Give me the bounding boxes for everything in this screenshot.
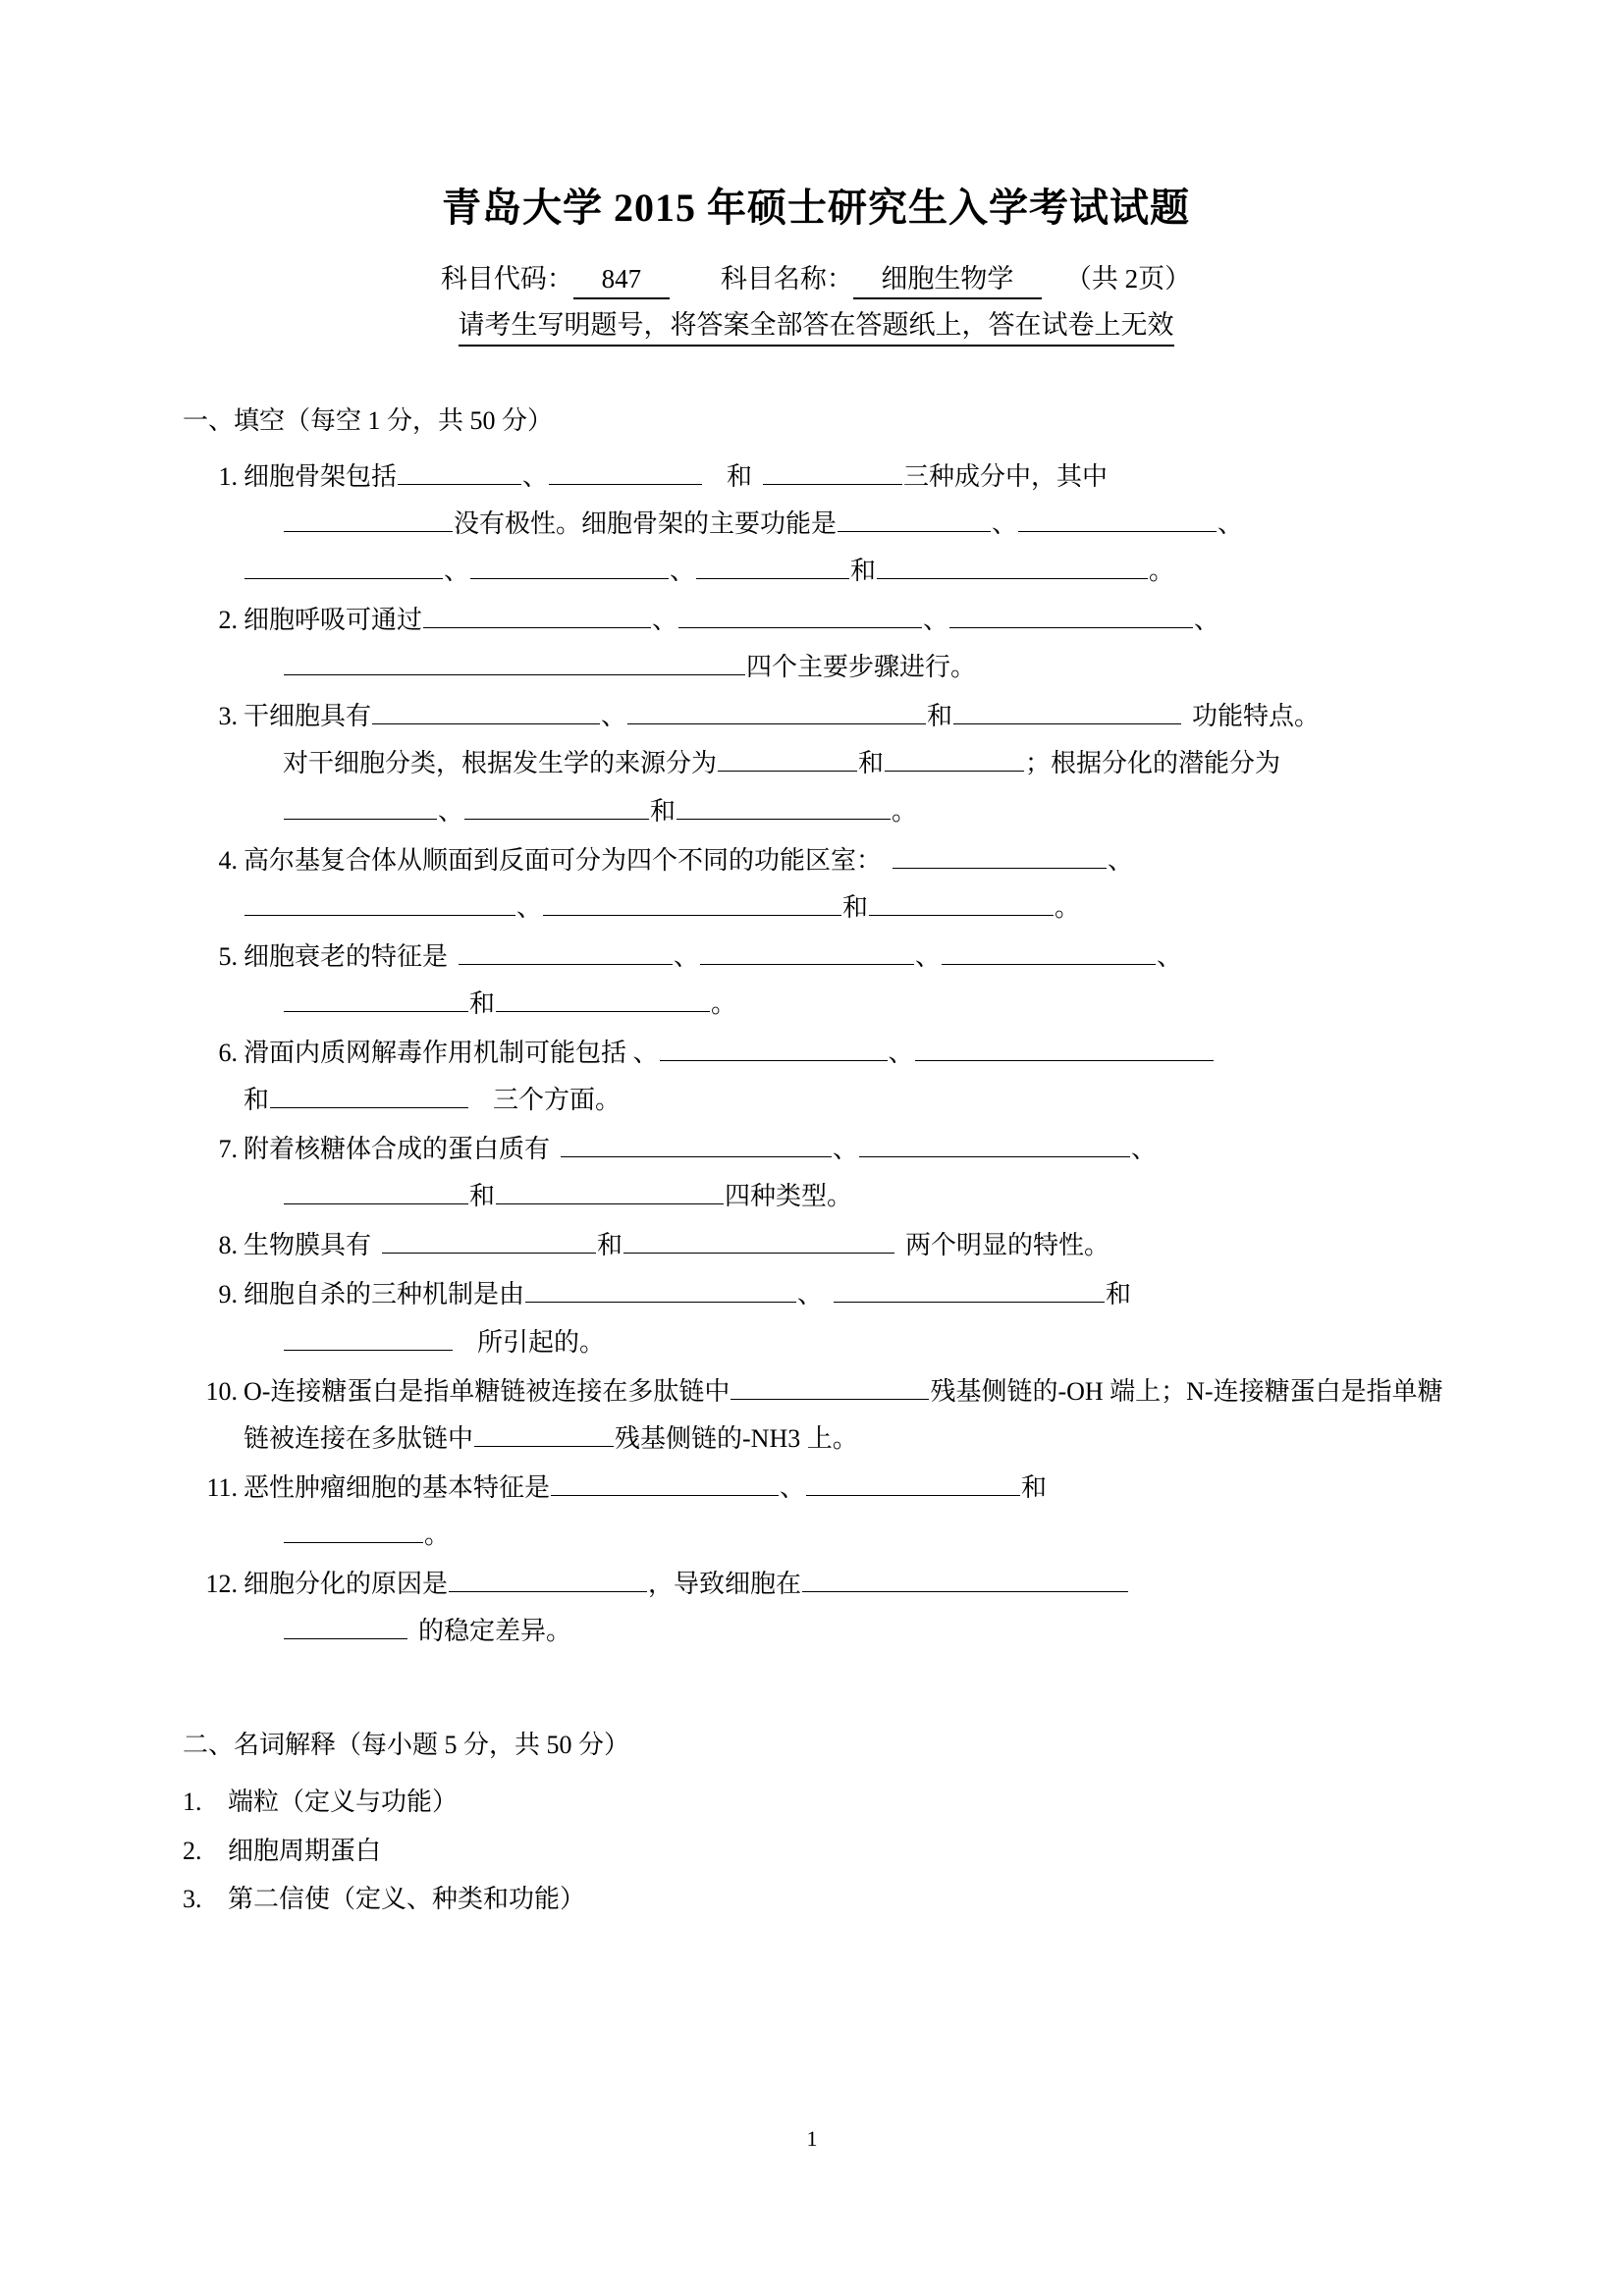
answer-blank[interactable]: [915, 1034, 1214, 1061]
answer-blank[interactable]: [543, 887, 841, 915]
question-text: 细胞自杀的三种机制是由: [244, 1280, 525, 1309]
section-2-question-list: [183, 1778, 1449, 1923]
answer-blank[interactable]: [949, 601, 1193, 628]
question-text: 两个明显的特性。: [905, 1231, 1110, 1260]
question-text: 和: [842, 892, 869, 922]
subject-code-value: 847: [573, 261, 670, 299]
answer-blank[interactable]: [284, 648, 745, 675]
question-text: 和: [650, 796, 677, 826]
answer-blank[interactable]: [953, 697, 1181, 724]
question-body: [244, 693, 1449, 834]
answer-blank[interactable]: [464, 791, 649, 819]
answer-blank[interactable]: [549, 457, 702, 485]
question-item: [183, 1368, 1449, 1463]
question-body: [244, 1271, 1449, 1365]
question-item: [183, 693, 1449, 834]
question-text: ，导致细胞在: [648, 1570, 802, 1599]
question-number: 2.: [218, 606, 238, 635]
question-body: [244, 1465, 1449, 1559]
question-text: 对干细胞分类，根据发生学的来源分为: [283, 749, 718, 778]
question-text: 生物膜具有: [244, 1231, 372, 1260]
question-body: [244, 1222, 1449, 1269]
question-body: [244, 1126, 1449, 1220]
question-body: [244, 454, 1449, 595]
answer-blank[interactable]: [459, 937, 673, 965]
question-item: [183, 1126, 1449, 1220]
question-body: [244, 1030, 1449, 1124]
question-text: 、: [674, 941, 700, 971]
question-text: 细胞骨架包括: [244, 461, 398, 491]
question-number: 1.: [218, 461, 238, 491]
notice-line: [183, 307, 1449, 346]
question-item: [183, 1222, 1449, 1269]
question-text: 、: [992, 508, 1018, 538]
question-text: 三种成分中，其中: [903, 461, 1109, 491]
question-number: 12.: [205, 1570, 238, 1599]
term-text: 细胞周期蛋白: [228, 1836, 382, 1865]
question-text: 和: [727, 461, 753, 491]
question-text: 、: [1108, 845, 1134, 875]
question-text: 残基侧链的-NH3 上。: [615, 1423, 858, 1453]
answer-blank[interactable]: [678, 601, 922, 628]
question-text: 所引起的。: [477, 1327, 606, 1357]
question-text: 、: [652, 606, 678, 635]
question-item: [183, 1465, 1449, 1559]
question-text: 。: [892, 796, 918, 826]
answer-blank[interactable]: [942, 937, 1156, 965]
question-text: 、: [780, 1472, 806, 1502]
question-text: 、: [522, 461, 549, 491]
question-text: 滑面内质网解毒作用机制可能包括 、: [244, 1039, 659, 1067]
notice-text: 请考生写明题号，将答案全部答在答题纸上，答在试卷上无效: [459, 307, 1174, 346]
question-text: 。: [424, 1520, 451, 1549]
question-text: 。: [711, 988, 737, 1018]
question-text: 、: [438, 796, 464, 826]
answer-blank[interactable]: [551, 1468, 779, 1496]
question-item: [183, 837, 1449, 932]
question-text: ；根据分化的潜能分为: [1025, 749, 1281, 778]
question-number: 11.: [206, 1472, 238, 1502]
answer-blank[interactable]: [806, 1468, 1020, 1496]
question-text: 。: [1149, 557, 1175, 586]
answer-blank[interactable]: [284, 791, 437, 819]
question-text: 和: [597, 1231, 623, 1260]
question-item: [183, 934, 1449, 1028]
term-item: [183, 1875, 1449, 1923]
page-number: 1: [806, 2126, 818, 2151]
answer-blank[interactable]: [1018, 505, 1217, 532]
question-text: 恶性肿瘤细胞的基本特征是: [244, 1472, 551, 1502]
page-content: [183, 0, 1449, 1923]
question-text: 、: [1218, 508, 1244, 538]
answer-blank[interactable]: [731, 1371, 929, 1399]
question-text: 、: [797, 1280, 824, 1309]
question-text: 三个方面。: [493, 1086, 622, 1115]
answer-blank[interactable]: [877, 552, 1148, 579]
question-text: 、: [833, 1135, 859, 1164]
question-text: 干细胞具有: [244, 702, 372, 731]
answer-blank[interactable]: [284, 1612, 407, 1639]
question-text: 、: [601, 702, 627, 731]
question-text: 功能特点。: [1192, 702, 1321, 731]
question-text: 和: [1106, 1280, 1132, 1309]
question-text: 、: [444, 557, 470, 586]
question-text: 附着核糖体合成的蛋白质有: [244, 1135, 551, 1164]
pages-note: （共 2页）: [1064, 264, 1192, 294]
answer-blank[interactable]: [398, 457, 521, 485]
question-text: 细胞呼吸可通过: [244, 606, 423, 635]
subject-name-value: 细胞生物学: [853, 261, 1042, 299]
question-item: [183, 454, 1449, 595]
question-text: 、: [1157, 941, 1183, 971]
question-text: 、: [915, 941, 942, 971]
question-text: 高尔基复合体从顺面到反面可分为四个不同的功能区室：: [244, 845, 883, 875]
question-text: 四种类型。: [725, 1182, 853, 1211]
section-1-heading: 一、填空（每空 1 分，共 50 分）: [183, 405, 554, 435]
answer-blank[interactable]: [561, 1130, 832, 1157]
answer-blank[interactable]: [525, 1275, 796, 1303]
answer-blank[interactable]: [834, 1275, 1105, 1303]
answer-blank[interactable]: [660, 1034, 888, 1061]
question-text: 和: [469, 1182, 496, 1211]
answer-blank[interactable]: [244, 887, 515, 915]
answer-blank[interactable]: [869, 887, 1054, 915]
question-body: [244, 934, 1449, 1028]
question-text: 四个主要步骤进行。: [746, 653, 977, 682]
question-item: [183, 597, 1449, 691]
question-body: [244, 597, 1449, 691]
answer-blank[interactable]: [449, 1565, 647, 1592]
question-number: 10.: [205, 1376, 238, 1406]
question-item: [183, 1561, 1449, 1655]
question-text: 和: [850, 557, 877, 586]
answer-blank[interactable]: [718, 744, 857, 772]
section-1-question-list: [183, 454, 1449, 1655]
answer-blank[interactable]: [270, 1081, 468, 1108]
question-number: 7.: [218, 1135, 238, 1164]
question-text: 、: [670, 557, 696, 586]
answer-blank[interactable]: [763, 457, 902, 485]
term-number: 1.: [183, 1788, 202, 1817]
answer-blank[interactable]: [496, 985, 710, 1012]
answer-blank[interactable]: [382, 1226, 596, 1254]
subject-name-label: 科目名称：: [720, 264, 853, 294]
answer-blank[interactable]: [284, 1322, 453, 1350]
question-text: 、: [516, 892, 543, 922]
term-item: [183, 1778, 1449, 1826]
answer-blank[interactable]: [284, 505, 453, 532]
question-text: 的稳定差异。: [418, 1617, 572, 1646]
answer-blank[interactable]: [893, 840, 1107, 868]
question-text: 和: [858, 749, 885, 778]
answer-blank[interactable]: [284, 985, 468, 1012]
question-number: 9.: [218, 1280, 238, 1309]
answer-blank[interactable]: [700, 937, 914, 965]
answer-blank[interactable]: [423, 601, 651, 628]
answer-blank[interactable]: [859, 1130, 1130, 1157]
answer-blank[interactable]: [496, 1177, 724, 1204]
question-number: 6.: [218, 1039, 238, 1067]
answer-blank[interactable]: [677, 791, 891, 819]
question-text: 和: [1021, 1472, 1048, 1502]
question-text: 细胞分化的原因是: [244, 1570, 449, 1599]
question-text: 、: [1131, 1135, 1158, 1164]
answer-blank[interactable]: [284, 1516, 423, 1543]
term-item: [183, 1827, 1449, 1875]
question-text: 、: [923, 606, 949, 635]
question-body: [244, 1561, 1449, 1655]
question-text: 和: [927, 702, 953, 731]
question-body: [244, 1368, 1449, 1463]
page-title: 青岛大学 2015 年硕士研究生入学考试试题: [442, 186, 1190, 230]
question-text: O-连接糖蛋白是指单糖链被连接在多肽链中: [244, 1376, 731, 1406]
answer-blank[interactable]: [244, 552, 443, 579]
answer-blank[interactable]: [885, 744, 1024, 772]
question-text: 和: [469, 988, 496, 1018]
question-number: 5.: [218, 941, 238, 971]
answer-blank[interactable]: [802, 1565, 1128, 1592]
term-text: 端粒（定义与功能）: [228, 1788, 459, 1817]
term-number: 3.: [183, 1885, 202, 1913]
question-body: [244, 837, 1449, 932]
question-number: 8.: [218, 1231, 238, 1260]
question-text: 残基侧链的-OH 端上；N-连接糖蛋白是指单糖链被连接在多肽链中: [244, 1376, 1443, 1453]
question-text: 、: [1194, 606, 1220, 635]
question-text: 细胞衰老的特征是: [244, 941, 449, 971]
answer-blank[interactable]: [474, 1418, 614, 1446]
question-text: 没有极性。细胞骨架的主要功能是: [454, 508, 838, 538]
answer-blank[interactable]: [623, 1226, 894, 1254]
question-text: 。: [1055, 892, 1081, 922]
question-number: 3.: [218, 702, 238, 731]
question-item: [183, 1271, 1449, 1365]
question-text: 、: [888, 1039, 914, 1067]
answer-blank[interactable]: [838, 505, 991, 532]
question-number: 4.: [218, 845, 238, 875]
answer-blank[interactable]: [284, 1177, 468, 1204]
subject-info-line: [183, 261, 1449, 299]
answer-blank[interactable]: [372, 697, 600, 724]
answer-blank[interactable]: [627, 697, 926, 724]
question-text: 和: [244, 1086, 270, 1115]
term-number: 2.: [183, 1836, 202, 1865]
answer-blank[interactable]: [696, 552, 849, 579]
term-text: 第二信使（定义、种类和功能）: [228, 1885, 586, 1913]
answer-blank[interactable]: [470, 552, 669, 579]
subject-code-label: 科目代码：: [440, 264, 573, 294]
section-2-heading: 二、名词解释（每小题 5 分，共 50 分）: [183, 1731, 630, 1760]
question-item: [183, 1030, 1449, 1124]
